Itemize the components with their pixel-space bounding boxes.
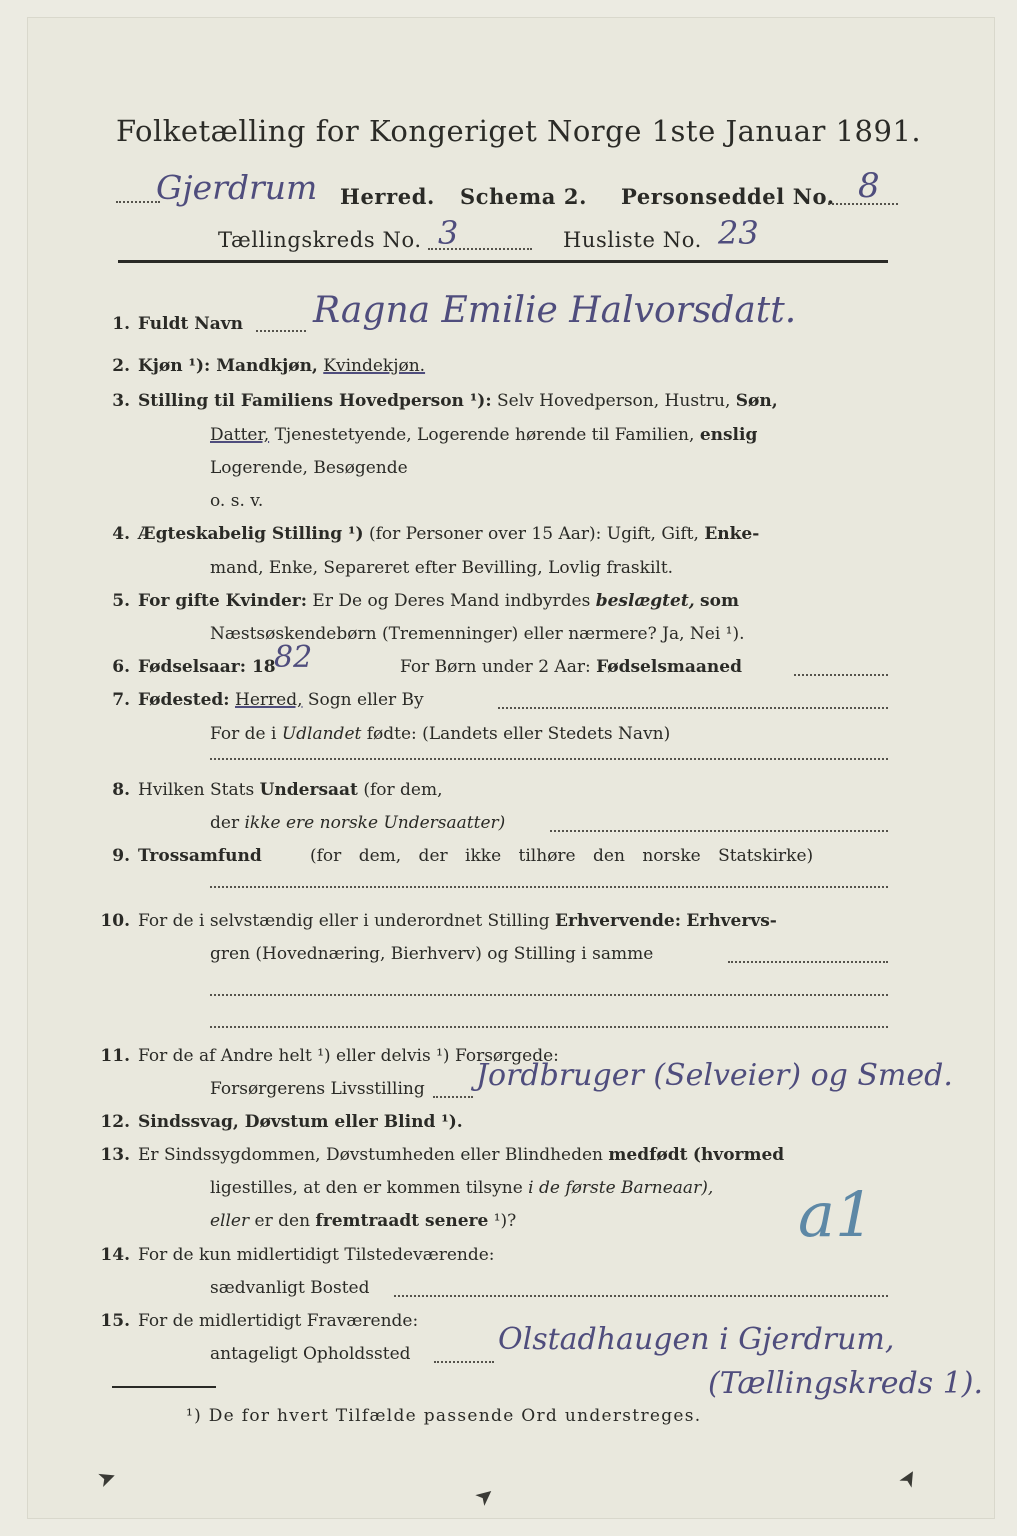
q8-suffix: (for dem, bbox=[363, 780, 443, 800]
q1-answer-handwritten: Ragna Emilie Halvorsdatt. bbox=[313, 290, 797, 331]
dotted-line bbox=[434, 1361, 494, 1363]
item-number: 12. bbox=[100, 1112, 130, 1132]
q2-selected-option: Kvindekjøn. bbox=[323, 356, 426, 376]
q3-option-enslig: enslig bbox=[699, 425, 758, 445]
q1-label: Fuldt Navn bbox=[138, 314, 244, 334]
form-title: Folketælling for Kongeriget Norge 1ste Januar 1891. bbox=[116, 114, 922, 148]
item-number: 8. bbox=[112, 780, 130, 800]
q13-medfodt: medfødt bbox=[608, 1145, 688, 1165]
item-number: 6. bbox=[112, 657, 130, 677]
q3-options-2: Tjenestetyende, Logerende hørende til Familien, bbox=[274, 425, 695, 445]
q13-fremtraadt: fremtraadt senere bbox=[315, 1211, 489, 1231]
census-form-page bbox=[28, 18, 994, 1518]
dotted-line bbox=[116, 201, 160, 203]
q14-line-2: sædvanligt Bosted bbox=[210, 1278, 370, 1298]
q5-som: som bbox=[700, 591, 739, 611]
dotted-line bbox=[210, 994, 888, 996]
q3-label: Stilling til Familiens Hovedperson ¹): bbox=[138, 391, 492, 411]
dotted-line bbox=[728, 961, 888, 963]
q7-label: Fødested: bbox=[138, 690, 230, 710]
q11-line-1: For de af Andre helt ¹) eller delvis ¹) Forsørgede: bbox=[138, 1046, 559, 1066]
dotted-line bbox=[210, 758, 888, 760]
q8-prefix: Hvilken Stats bbox=[138, 780, 255, 800]
herred-handwritten: Gjerdrum bbox=[156, 168, 318, 207]
q3-line-4: o. s. v. bbox=[210, 491, 264, 511]
item-number: 3. bbox=[112, 391, 130, 411]
q13-barneaar: i de første Barneaar), bbox=[528, 1178, 714, 1198]
q13-footnote-ref: ¹)? bbox=[493, 1211, 517, 1231]
q4-line-2: mand, Enke, Separeret efter Bevilling, Lovlig fraskilt. bbox=[210, 558, 674, 578]
corner-mark: ➤ bbox=[94, 1463, 121, 1494]
q7-abroad-rest: fødte: (Landets eller Stedets Navn) bbox=[366, 724, 671, 744]
q15-line-1: For de midlertidigt Fraværende: bbox=[138, 1311, 419, 1331]
dotted-line bbox=[428, 248, 532, 250]
item-number: 10. bbox=[100, 911, 130, 931]
item-number: 14. bbox=[100, 1245, 130, 1265]
dotted-line bbox=[498, 707, 888, 709]
item-number: 4. bbox=[112, 524, 130, 544]
q8-line-2 bbox=[210, 813, 505, 833]
q7-line-2 bbox=[210, 724, 670, 744]
q12-label: Sindssvag, Døvstum eller Blind ¹). bbox=[138, 1112, 463, 1132]
q3-line-1 bbox=[138, 391, 778, 411]
dotted-line bbox=[550, 830, 888, 832]
q5-line-1 bbox=[138, 591, 739, 611]
q10-erhvervende: Erhvervende: bbox=[555, 911, 681, 931]
q8-line-1 bbox=[138, 780, 442, 800]
q7-udlandet: Udlandet bbox=[281, 724, 362, 744]
dotted-line bbox=[210, 886, 888, 888]
q10-line-1 bbox=[138, 911, 777, 931]
q5-question: Er De og Deres Mand indbyrdes bbox=[312, 591, 591, 611]
q6-year-handwritten: 82 bbox=[274, 640, 313, 675]
schema-label: Schema 2. bbox=[460, 184, 588, 209]
item-number: 15. bbox=[100, 1311, 130, 1331]
q13-line-1 bbox=[138, 1145, 784, 1165]
q7-line-1 bbox=[138, 690, 424, 710]
q7-abroad-prefix: For de i bbox=[210, 724, 277, 744]
husliste-handwritten: 23 bbox=[718, 214, 759, 252]
q14-line-1: For de kun midlertidigt Tilstedeværende: bbox=[138, 1245, 495, 1265]
q13-prefix: Er Sindssygdommen, Døvstumheden eller Blindheden bbox=[138, 1145, 603, 1165]
item-number: 5. bbox=[112, 591, 130, 611]
header-divider bbox=[118, 260, 888, 263]
q13-line-3 bbox=[210, 1211, 516, 1231]
taellingskreds-handwritten: 3 bbox=[438, 214, 459, 252]
q13-ligestilles: ligestilles, at den er kommen tilsyne bbox=[210, 1178, 523, 1198]
q11-answer-handwritten: Jordbruger (Selveier) og Smed. bbox=[476, 1058, 953, 1093]
item-number: 13. bbox=[100, 1145, 130, 1165]
taellingskreds-label: Tællingskreds No. bbox=[218, 228, 422, 252]
corner-mark: ➤ bbox=[893, 1464, 925, 1493]
q6-month-label: Fødselsmaaned bbox=[596, 657, 742, 677]
q2-label bbox=[138, 356, 425, 376]
q8-italic: ikke ere norske Undersaatter) bbox=[244, 813, 506, 833]
q3-line-2 bbox=[210, 425, 757, 445]
q4-option-enke: Enke- bbox=[704, 524, 760, 544]
q10-line-2: gren (Hovednæring, Bierhverv) og Stilling i samme bbox=[210, 944, 654, 964]
q15-line-2: antageligt Opholdssted bbox=[210, 1344, 411, 1364]
item-number: 2. bbox=[112, 356, 130, 376]
item-number: 11. bbox=[100, 1046, 130, 1066]
q2-label-text: Kjøn ¹): Mandkjøn, bbox=[138, 356, 318, 376]
q6-label: Fødselsaar: 18 bbox=[138, 657, 276, 677]
dotted-line bbox=[256, 330, 306, 332]
q3-options: Selv Hovedperson, Hustru, bbox=[497, 391, 731, 411]
q9-label: Trossamfund bbox=[138, 846, 262, 866]
item-number: 7. bbox=[112, 690, 130, 710]
q9-rest: (for dem, der ikke tilhøre den norske Statskirke) bbox=[310, 846, 814, 866]
husliste-label: Husliste No. bbox=[563, 228, 702, 252]
q11-line-2: Forsørgerens Livsstilling bbox=[210, 1079, 425, 1099]
q13-line-2 bbox=[210, 1178, 713, 1198]
footnote-divider bbox=[112, 1386, 216, 1388]
q5-beslaegtet: beslægtet, bbox=[595, 591, 695, 611]
dotted-line bbox=[210, 1026, 888, 1028]
q15-answer-handwritten-2: (Tællingskreds 1). bbox=[708, 1366, 984, 1401]
q7-selected-option: Herred, bbox=[235, 690, 303, 710]
archive-annotation: a1 bbox=[798, 1178, 875, 1251]
q13-er-den: er den bbox=[254, 1211, 311, 1231]
dotted-line bbox=[828, 203, 898, 205]
q10-erhvervsgren: Erhvervs- bbox=[686, 911, 777, 931]
q8-der: der bbox=[210, 813, 240, 833]
q4-line-1 bbox=[138, 524, 759, 544]
q10-prefix: For de i selvstændig eller i underordnet Stilling bbox=[138, 911, 550, 931]
q4-options: (for Personer over 15 Aar): Ugift, Gift, bbox=[368, 524, 699, 544]
personseddel-handwritten: 8 bbox=[858, 166, 880, 206]
footnote: ¹) De for hvert Tilfælde passende Ord understreges. bbox=[186, 1406, 702, 1426]
q3-line-3: Logerende, Besøgende bbox=[210, 458, 408, 478]
q3-selected-option: Datter, bbox=[210, 425, 270, 445]
dotted-line bbox=[794, 674, 888, 676]
q3-option-son: Søn, bbox=[735, 391, 778, 411]
q13-eller: eller bbox=[210, 1211, 250, 1231]
personseddel-label: Personseddel No. bbox=[621, 184, 835, 209]
q4-label: Ægteskabelig Stilling ¹) bbox=[138, 524, 364, 544]
item-number: 1. bbox=[112, 314, 130, 334]
q7-options: Sogn eller By bbox=[307, 690, 424, 710]
herred-label: Herred. bbox=[340, 184, 435, 209]
dotted-line bbox=[394, 1295, 888, 1297]
q13-hvormed: (hvormed bbox=[692, 1145, 785, 1165]
q8-undersaat: Undersaat bbox=[259, 780, 358, 800]
q6-rest bbox=[400, 657, 742, 677]
q5-label: For gifte Kvinder: bbox=[138, 591, 308, 611]
dotted-line bbox=[433, 1096, 473, 1098]
corner-mark: ➤ bbox=[470, 1480, 501, 1513]
q15-answer-handwritten-1: Olstadhaugen i Gjerdrum, bbox=[498, 1322, 895, 1357]
q5-line-2: Næstsøskendebørn (Tremenninger) eller nærmere? Ja, Nei ¹). bbox=[210, 624, 745, 644]
q6-children-label: For Børn under 2 Aar: bbox=[400, 657, 591, 677]
item-number: 9. bbox=[112, 846, 130, 866]
